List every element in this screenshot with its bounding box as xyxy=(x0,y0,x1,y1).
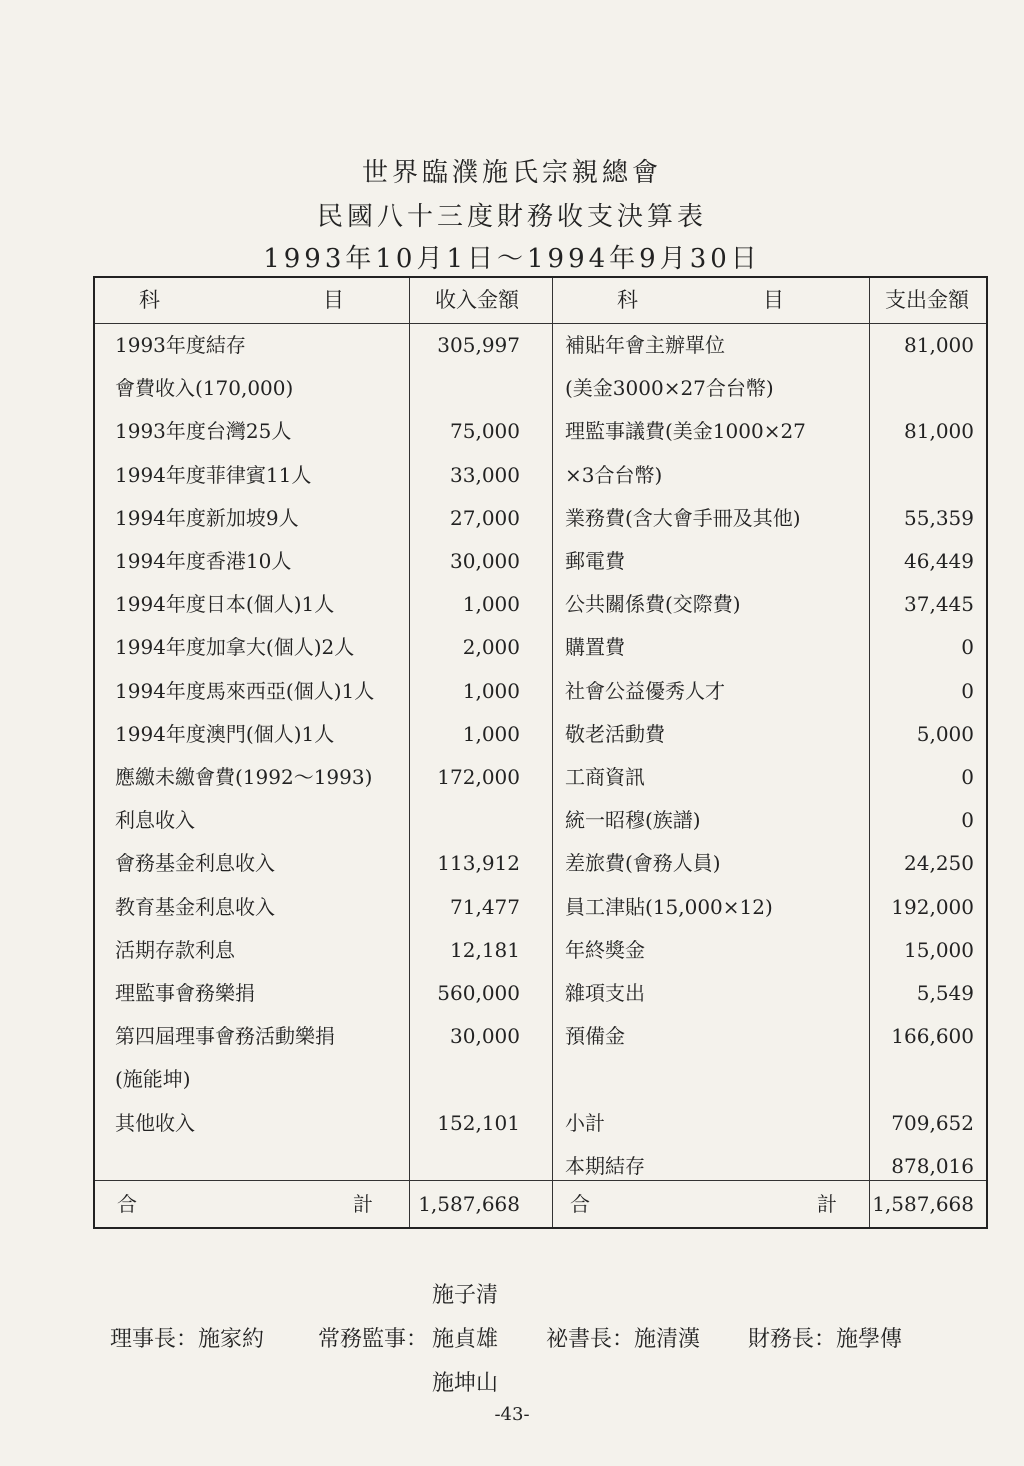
income-item-name: (施能坤) xyxy=(115,1067,191,1091)
expense-item-name: 社會公益優秀人才 xyxy=(565,679,725,703)
income-item-amount: 30,000 xyxy=(450,1024,520,1048)
ledger-table xyxy=(93,276,988,1229)
expense-item-name: 小計 xyxy=(565,1111,605,1135)
income-item-amount: 12,181 xyxy=(450,938,520,962)
column-rule xyxy=(869,278,870,1227)
income-item-amount: 113,912 xyxy=(437,851,520,875)
column-rule xyxy=(552,278,553,1227)
income-item-name: 第四屆理事會務活動樂捐 xyxy=(115,1024,335,1048)
expense-item-amount: 15,000 xyxy=(904,938,974,962)
income-item-name: 利息收入 xyxy=(115,808,195,832)
treasurer-signature: 財務長：施學傳 xyxy=(748,1327,903,1352)
income-item-name: 其他收入 xyxy=(115,1111,195,1135)
income-item-amount: 71,477 xyxy=(450,895,520,919)
expense-item-name: 統一昭穆(族譜) xyxy=(565,808,701,832)
document-subtitle: 民國八十三度財務收支決算表 xyxy=(316,202,707,232)
page-number: -43- xyxy=(494,1404,530,1425)
header-expense-amount: 支出金額 xyxy=(885,288,969,312)
expense-item-name: 年終獎金 xyxy=(565,938,645,962)
expense-item-amount: 5,000 xyxy=(916,722,974,746)
income-item-name: 1993年度台灣25人 xyxy=(115,419,292,443)
expense-item-amount: 878,016 xyxy=(891,1154,974,1178)
income-item-name: 會務基金利息收入 xyxy=(115,851,275,875)
expense-item-amount: 81,000 xyxy=(904,419,974,443)
expense-item-amount: 24,250 xyxy=(904,851,974,875)
income-item-name: 1993年度結存 xyxy=(115,333,246,357)
expense-item-name: ×3合台幣) xyxy=(565,463,663,487)
total-right-label-b: 計 xyxy=(817,1192,837,1216)
expense-item-name: 理監事議費(美金1000×27 xyxy=(565,419,806,443)
expense-item-amount: 46,449 xyxy=(904,549,974,573)
income-item-amount: 172,000 xyxy=(437,765,520,789)
expense-item-name: 本期結存 xyxy=(565,1154,645,1178)
income-item-amount: 1,000 xyxy=(462,592,520,616)
income-item-amount: 33,000 xyxy=(450,463,520,487)
expense-item-name: 郵電費 xyxy=(565,549,625,573)
document-period: 1993年10月1日～1994年9月30日 xyxy=(263,244,761,274)
header-left-subject-b: 目 xyxy=(323,288,344,312)
income-item-amount: 1,000 xyxy=(462,722,520,746)
income-item-name: 1994年度加拿大(個人)2人 xyxy=(115,635,355,659)
expense-item-amount: 709,652 xyxy=(891,1111,974,1135)
expense-item-name: (美金3000×27合台幣) xyxy=(565,376,774,400)
supervisor-name-3: 施坤山 xyxy=(432,1371,499,1396)
total-expense-amount: 1,587,668 xyxy=(872,1192,974,1216)
expense-item-name: 工商資訊 xyxy=(565,765,645,789)
income-item-amount: 27,000 xyxy=(450,506,520,530)
column-rule xyxy=(409,278,410,1227)
income-item-name: 1994年度新加坡9人 xyxy=(115,506,299,530)
income-item-name: 1994年度菲律賓11人 xyxy=(115,463,312,487)
income-item-amount: 75,000 xyxy=(450,419,520,443)
income-item-name: 會費收入(170,000) xyxy=(115,376,294,400)
expense-item-amount: 55,359 xyxy=(904,506,974,530)
income-item-name: 教育基金利息收入 xyxy=(115,895,275,919)
expense-item-name: 公共關係費(交際費) xyxy=(565,592,741,616)
secretary-signature: 祕書長：施清漢 xyxy=(546,1327,701,1352)
expense-item-name: 補貼年會主辦單位 xyxy=(565,333,725,357)
chairman-signature: 理事長：施家約 xyxy=(110,1327,265,1352)
expense-item-name: 購置費 xyxy=(565,635,625,659)
header-rule xyxy=(95,323,986,324)
income-item-amount: 560,000 xyxy=(437,981,520,1005)
expense-item-amount: 0 xyxy=(961,765,974,789)
total-income-amount: 1,587,668 xyxy=(418,1192,520,1216)
supervisor-label: 常務監事： xyxy=(318,1327,429,1352)
income-item-name: 理監事會務樂捐 xyxy=(115,981,255,1005)
income-item-amount: 2,000 xyxy=(462,635,520,659)
header-right-subject-a: 科 xyxy=(617,288,638,312)
income-item-amount: 30,000 xyxy=(450,549,520,573)
income-item-name: 1994年度澳門(個人)1人 xyxy=(115,722,335,746)
expense-item-name: 雜項支出 xyxy=(565,981,645,1005)
expense-item-name: 員工津貼(15,000×12) xyxy=(565,895,773,919)
expense-item-amount: 0 xyxy=(961,808,974,832)
income-item-amount: 305,997 xyxy=(437,333,520,357)
expense-item-name: 差旅費(會務人員) xyxy=(565,851,721,875)
income-item-name: 1994年度日本(個人)1人 xyxy=(115,592,335,616)
supervisor-name-2: 施貞雄 xyxy=(432,1327,499,1352)
income-item-amount: 152,101 xyxy=(437,1111,520,1135)
income-item-name: 1994年度馬來西亞(個人)1人 xyxy=(115,679,375,703)
total-rule xyxy=(95,1180,986,1181)
income-item-name: 1994年度香港10人 xyxy=(115,549,292,573)
supervisor-name-1: 施子清 xyxy=(432,1283,499,1308)
header-right-subject-b: 目 xyxy=(763,288,784,312)
total-right-label-a: 合 xyxy=(570,1192,590,1216)
expense-item-amount: 0 xyxy=(961,635,974,659)
expense-item-name: 敬老活動費 xyxy=(565,722,665,746)
expense-item-amount: 37,445 xyxy=(904,592,974,616)
expense-item-amount: 5,549 xyxy=(916,981,974,1005)
header-income-amount: 收入金額 xyxy=(435,288,519,312)
income-item-name: 應繳未繳會費(1992～1993) xyxy=(115,765,373,789)
expense-item-name: 預備金 xyxy=(565,1024,625,1048)
expense-item-name: 業務費(含大會手冊及其他) xyxy=(565,506,801,530)
header-left-subject-a: 科 xyxy=(139,288,160,312)
income-item-amount: 1,000 xyxy=(462,679,520,703)
expense-item-amount: 166,600 xyxy=(891,1024,974,1048)
expense-item-amount: 0 xyxy=(961,679,974,703)
document-title: 世界臨濮施氏宗親總會 xyxy=(361,158,662,188)
total-left-label-a: 合 xyxy=(117,1192,137,1216)
expense-item-amount: 192,000 xyxy=(891,895,974,919)
expense-item-amount: 81,000 xyxy=(904,333,974,357)
income-item-name: 活期存款利息 xyxy=(115,938,235,962)
total-left-label-b: 計 xyxy=(353,1192,373,1216)
